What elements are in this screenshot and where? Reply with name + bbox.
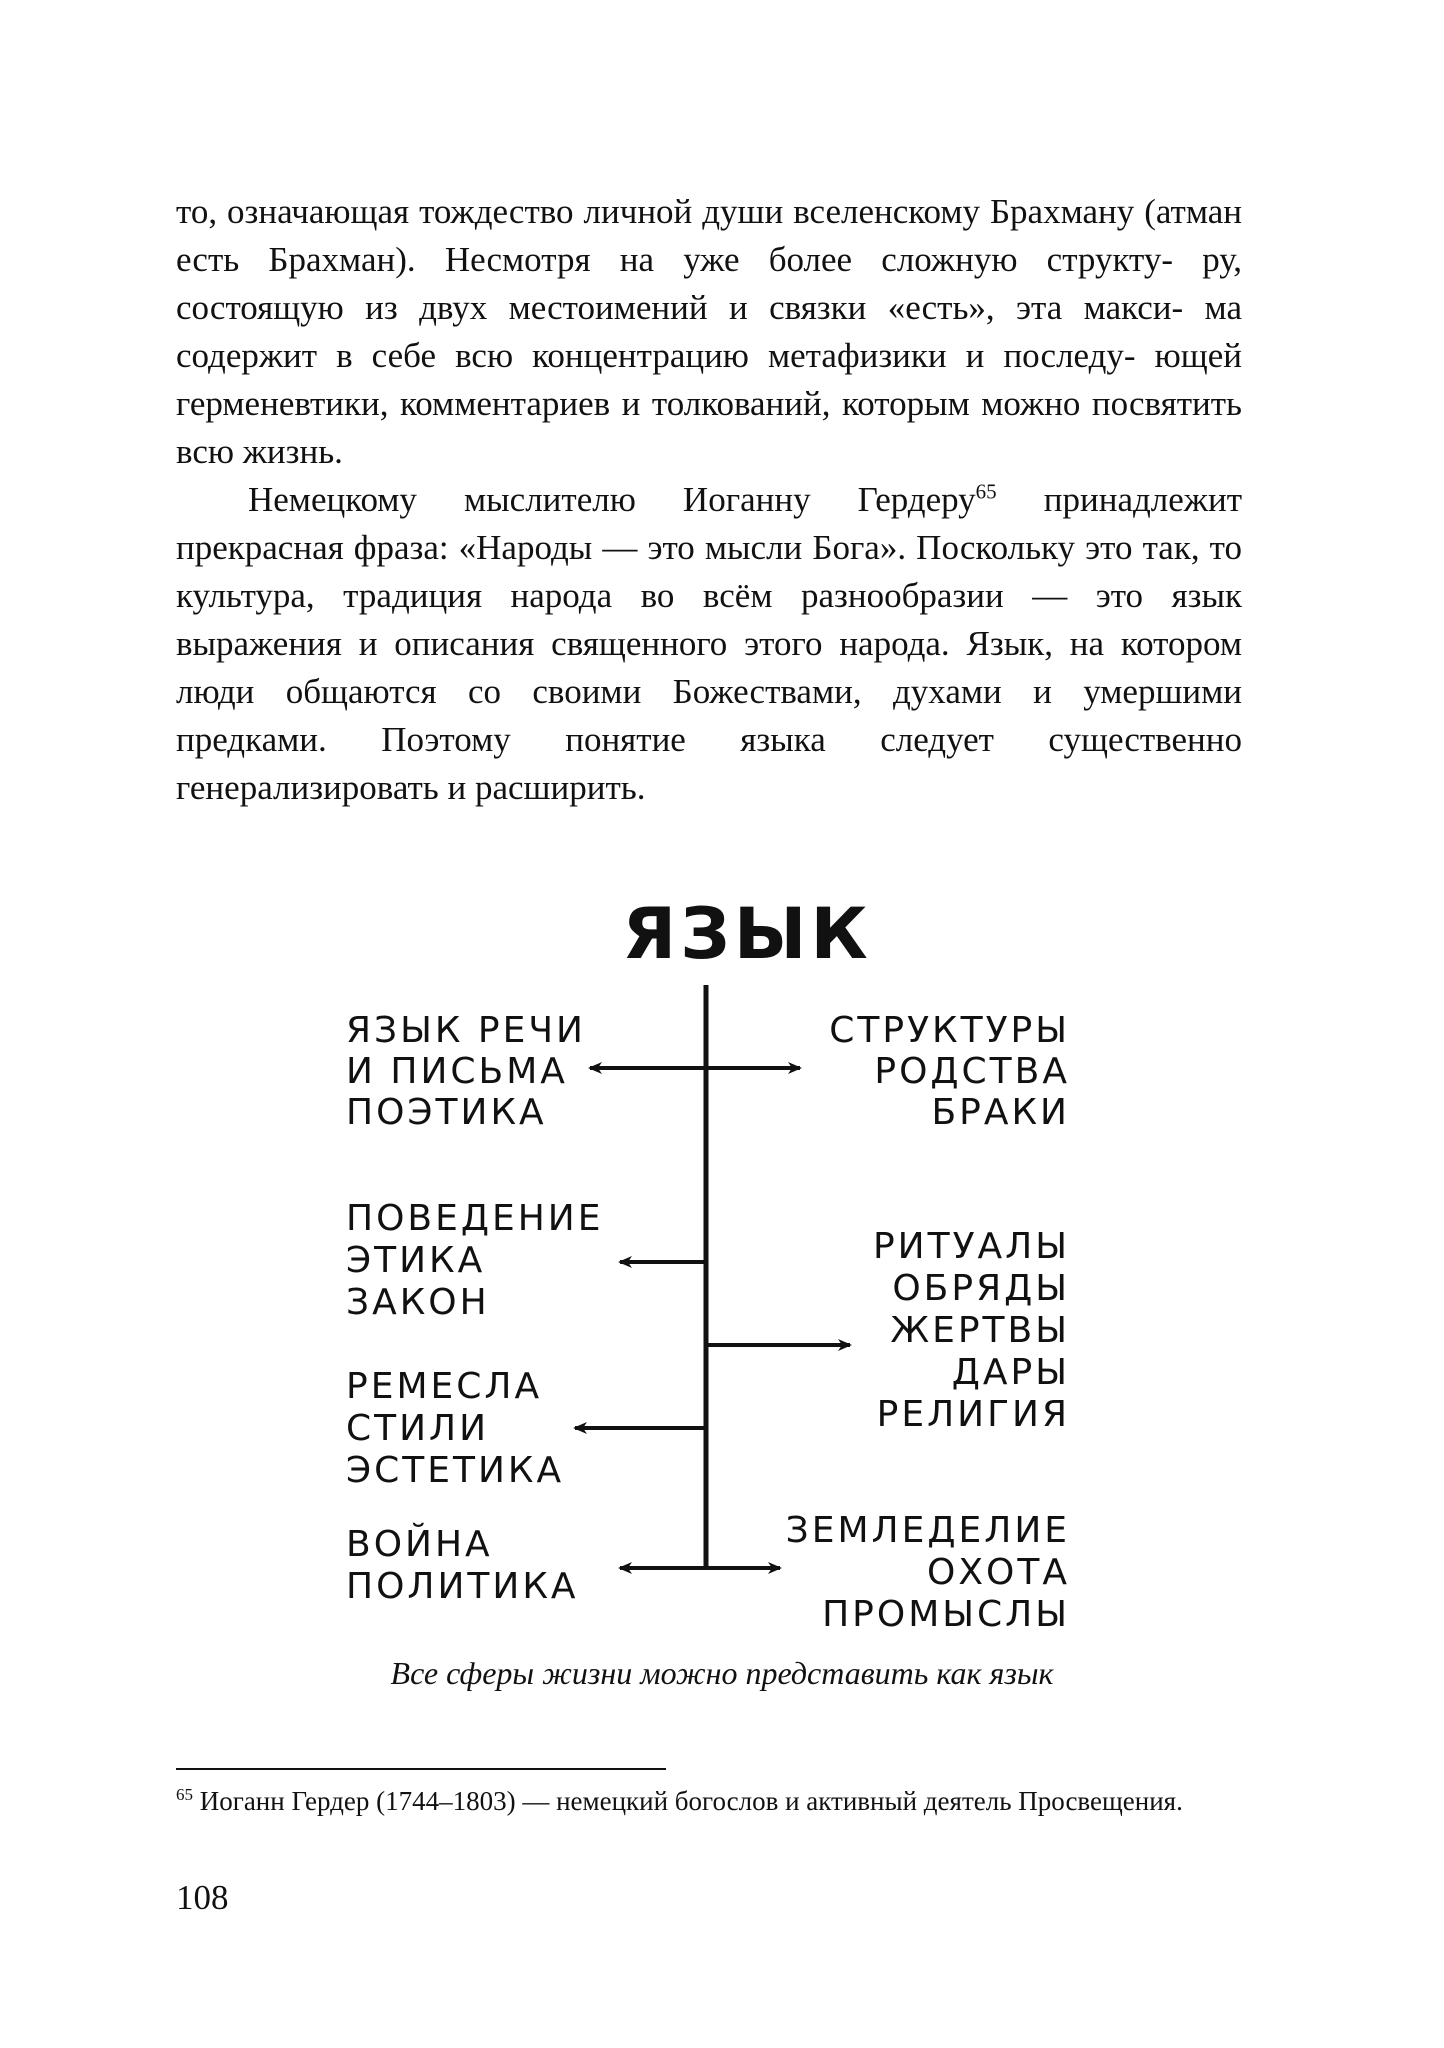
paragraph-2 <box>176 476 1242 812</box>
footnote-paragraph <box>176 1783 1242 1819</box>
p1-line-5: ющей герменевтики, комментариев и толкований, которым <box>176 336 1243 423</box>
right-2-line-2: ОБРЯДЫ <box>892 1268 1070 1309</box>
left-group-1 <box>346 1010 586 1133</box>
right-3-line-3: ПРОМЫСЛЫ <box>822 1594 1070 1635</box>
left-2-line-3: ЗАКОН <box>346 1282 490 1323</box>
right-group-3 <box>786 1510 1070 1635</box>
right-group-1 <box>829 1010 1070 1133</box>
right-1-line-3: БРАКИ <box>931 1092 1070 1133</box>
footnote <box>176 1783 1242 1819</box>
left-2-line-2: ЭТИКА <box>346 1240 486 1281</box>
right-2-line-1: РИТУАЛЫ <box>872 1226 1070 1267</box>
body-text <box>176 188 1242 812</box>
paragraph-1 <box>176 188 1242 476</box>
right-2-line-3: ЖЕРТВЫ <box>890 1310 1070 1351</box>
footnote-text: Иоганн Гердер (1744–1803) — немецкий богослов и активный деятель Просвещения. <box>193 1786 1183 1816</box>
footnote-divider <box>176 1768 666 1770</box>
p1-line-6: можно посвятить всю жизнь. <box>176 384 1242 471</box>
left-group-3 <box>346 1366 564 1491</box>
right-2-line-4: ДАРЫ <box>951 1352 1070 1393</box>
left-4-line-2: ПОЛИТИКА <box>346 1566 579 1607</box>
right-3-line-2: ОХОТА <box>927 1552 1070 1593</box>
p2-text-rest: принадлежит прекрасная фраза: «Народы — это мысли Бога». Поскольку это так, то культура, традиция народа во всём разнообразии — это язык выражения и описания священного этого народа. Язык, на котором люди общаются со своими Божествами, духами и умершими предками. Поэтому понятие языка следует существенно генерализировать и расширить. <box>176 480 1242 807</box>
left-4-line-1: ВОЙНА <box>346 1524 493 1565</box>
right-group-2 <box>873 1226 1070 1435</box>
right-1-line-1: СТРУКТУРЫ <box>829 1010 1070 1051</box>
figure-caption: Все сферы жизни можно представить как язык <box>390 1655 1054 1691</box>
p1-line-4: ма содержит в себе всю концентрацию метафизики и последу- <box>176 288 1242 375</box>
left-2-line-1: ПОВЕДЕНИЕ <box>346 1198 604 1239</box>
diagram-title: ЯЗЫК <box>622 893 872 975</box>
right-1-line-2: РОДСТВА <box>874 1051 1070 1092</box>
left-3-line-1: РЕМЕСЛА <box>346 1366 543 1407</box>
left-1-line-2: И ПИСЬМА <box>346 1051 568 1092</box>
p1-line-3: ру, состоящую из двух местоимений и связки «есть», эта макси- <box>176 240 1243 327</box>
p1-line-2: (атман есть Брахман). Несмотря на уже более сложную структу- <box>176 192 1242 279</box>
p1-line-1: то, означающая тождество личной души вселенскому Брахману <box>176 192 1135 231</box>
page-number: 108 <box>176 1878 229 1917</box>
p2-text-start: Немецкому мыслителю Иоганну Гердеру <box>248 480 976 519</box>
left-group-4 <box>346 1523 579 1607</box>
footnote-ref: 65 <box>975 479 997 504</box>
right-3-line-1: ЗЕМЛЕДЕЛИЕ <box>785 1510 1070 1551</box>
right-2-line-5: РЕЛИГИЯ <box>876 1394 1070 1435</box>
footnote-number: 65 <box>176 1785 193 1804</box>
left-group-2 <box>346 1198 603 1323</box>
left-1-line-1: ЯЗЫК РЕЧИ <box>346 1010 586 1051</box>
left-3-line-2: СТИЛИ <box>346 1408 490 1449</box>
left-1-line-3: ПОЭТИКА <box>346 1092 547 1133</box>
left-3-line-3: ЭСТЕТИКА <box>346 1450 565 1491</box>
